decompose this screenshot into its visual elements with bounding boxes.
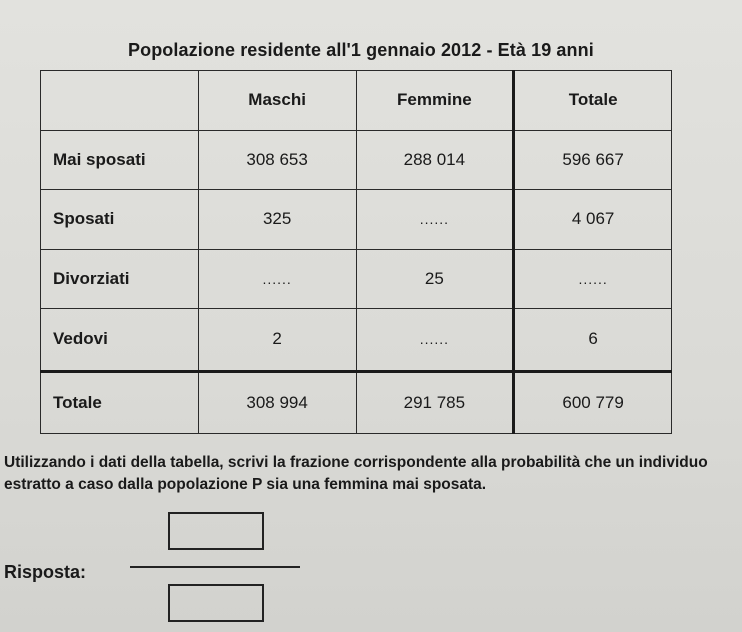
header-femmine: Femmine	[356, 71, 514, 131]
cell-totale: 4 067	[514, 190, 672, 250]
numerator-input-box[interactable]	[168, 512, 264, 550]
row-label: Divorziati	[41, 249, 199, 309]
fraction-line	[130, 566, 300, 568]
table-header-row	[41, 71, 672, 131]
cell-totale: 600 779	[514, 371, 672, 433]
header-totale: Totale	[514, 71, 672, 131]
denominator-input-box[interactable]	[168, 584, 264, 622]
cell-femmine: 25	[356, 249, 514, 309]
cell-totale-blank[interactable]: ......	[514, 249, 672, 309]
header-maschi: Maschi	[198, 71, 356, 131]
cell-maschi: 308 653	[198, 130, 356, 190]
cell-maschi: 325	[198, 190, 356, 250]
cell-maschi: 2	[198, 309, 356, 371]
table-row	[41, 190, 672, 250]
cell-femmine-blank[interactable]: ......	[356, 190, 514, 250]
cell-femmine: 291 785	[356, 371, 514, 433]
row-label: Mai sposati	[41, 130, 199, 190]
cell-femmine: 288 014	[356, 130, 514, 190]
table-row	[41, 130, 672, 190]
cell-femmine-blank[interactable]: ......	[356, 309, 514, 371]
cell-maschi-blank[interactable]: ......	[198, 249, 356, 309]
cell-totale: 596 667	[514, 130, 672, 190]
question-text: Utilizzando i dati della tabella, scrivi la frazione corrispondente alla probabilità che un individuo estratto a caso dalla popolazione P sia una femmina mai sposata.	[4, 454, 708, 493]
cell-maschi: 308 994	[198, 371, 356, 433]
answer-fraction	[130, 512, 300, 622]
row-label: Sposati	[41, 190, 199, 250]
answer-label: Risposta:	[4, 562, 87, 582]
population-table	[40, 70, 672, 434]
table-total-row	[41, 371, 672, 433]
row-label: Vedovi	[41, 309, 199, 371]
table-title: Popolazione residente all'1 gennaio 2012 - Età 19 anni	[128, 40, 594, 60]
header-empty	[41, 71, 199, 131]
table-row	[41, 309, 672, 371]
row-label: Totale	[41, 371, 199, 433]
table-row	[41, 249, 672, 309]
cell-totale: 6	[514, 309, 672, 371]
